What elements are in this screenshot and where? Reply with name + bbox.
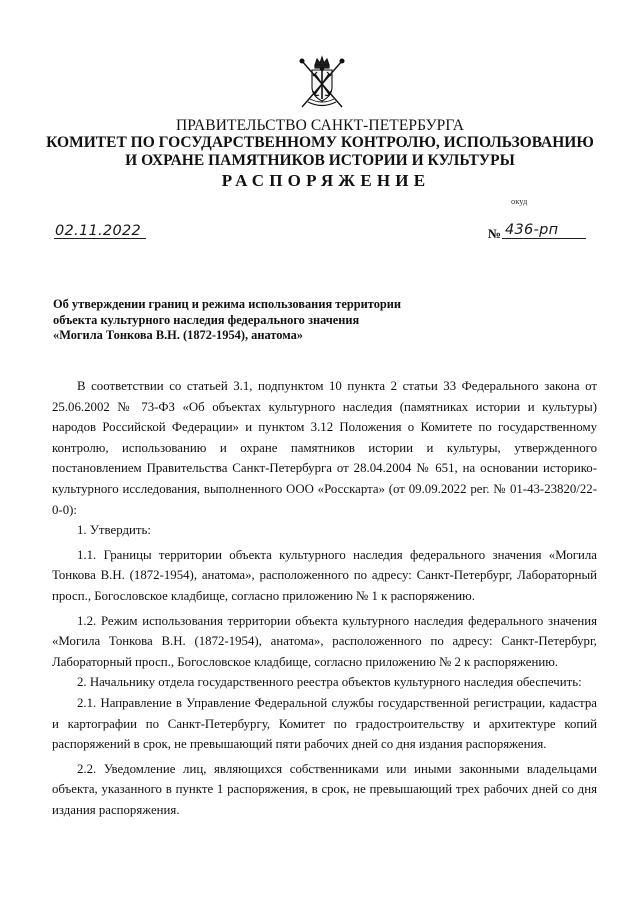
document-body <box>52 376 597 820</box>
subject-line-3: «Могила Тонкова В.Н. (1872-1954), анатома» <box>53 328 303 342</box>
date-underline <box>54 238 146 239</box>
document-number: 436-рп <box>505 222 559 238</box>
item-2-1: 2.1. Направление в Управление Федеральной службы государственной регистрации, кадастра и картографии по Санкт-Петербургу, Комитет по градостроительству и архитектуре копий распоряжений в срок, не превышающий пяти рабочих дней со дня издания распоряжения. <box>52 695 597 752</box>
okud-label: окуд <box>511 196 528 206</box>
document-subject <box>53 297 401 344</box>
number-underline <box>502 238 586 239</box>
government-title: ПРАВИТЕЛЬСТВО САНКТ-ПЕТЕРБУРГА <box>175 117 465 134</box>
item-2: 2. Начальнику отдела государственного реестра объектов культурного наследия обеспечить: <box>77 675 582 690</box>
number-label: № <box>488 226 502 241</box>
item-1-2: 1.2. Режим использования территории объекта культурного наследия федерального значения «Могила Тонкова В.Н. (1872-1954), анатома», расположенного по адресу: Санкт-Петербург, Лабораторный просп., Богословское кладбище, согласно приложению № 2 к распоряжению. <box>52 613 597 669</box>
committee-title-line-1: КОМИТЕТ ПО ГОСУДАРСТВЕННОМУ КОНТРОЛЮ, ИСПОЛЬЗОВАНИЮ <box>46 134 594 151</box>
document-type-title: РАСПОРЯЖЕНИЕ <box>221 171 431 190</box>
item-2-2: 2.2. Уведомление лиц, являющихся собственниками или иными законными владельцами объекта, указанного в пункте 1 распоряжения, в срок, не превышающий трех рабочих дней со дня издания распоряжения. <box>52 761 597 817</box>
preamble-paragraph: В соответствии со статьей 3.1, подпунктом 10 пункта 2 статьи 33 Федерального закона от 25.06.2002 № 73-ФЗ «Об объектах культурного наследия (памятниках истории и культуры) народов Российской Федерации» и пунктом 3.12 Положения о Комитете по государственному контролю, использованию и охране памятников истории и культуры, утвержденного постановлением Правительства Санкт-Петербурга от 28.04.2004 № 651, на основании историко-культурного исследования, выполненного ООО «Росскарта» (от 09.09.2022 рег. № 01-43-23820/22-0-0): <box>52 379 597 517</box>
subject-line-1: Об утверждении границ и режима использования территории <box>53 297 402 311</box>
item-1: 1. Утвердить: <box>77 523 151 538</box>
item-1-1: 1.1. Границы территории объекта культурного наследия федерального значения «Могила Тонкова В.Н. (1872-1954), анатома», расположенного по адресу: Санкт-Петербург, Лабораторный просп., Богословское кладбище, согласно приложению № 1 к распоряжению. <box>52 547 597 603</box>
document-date: 02.11.2022 <box>55 223 142 239</box>
saint-petersburg-coat-of-arms-icon <box>298 55 346 109</box>
subject-line-2: объекта культурного наследия федерального значения <box>53 312 360 327</box>
committee-title-line-2: И ОХРАНЕ ПАМЯТНИКОВ ИСТОРИИ И КУЛЬТУРЫ <box>125 152 515 169</box>
